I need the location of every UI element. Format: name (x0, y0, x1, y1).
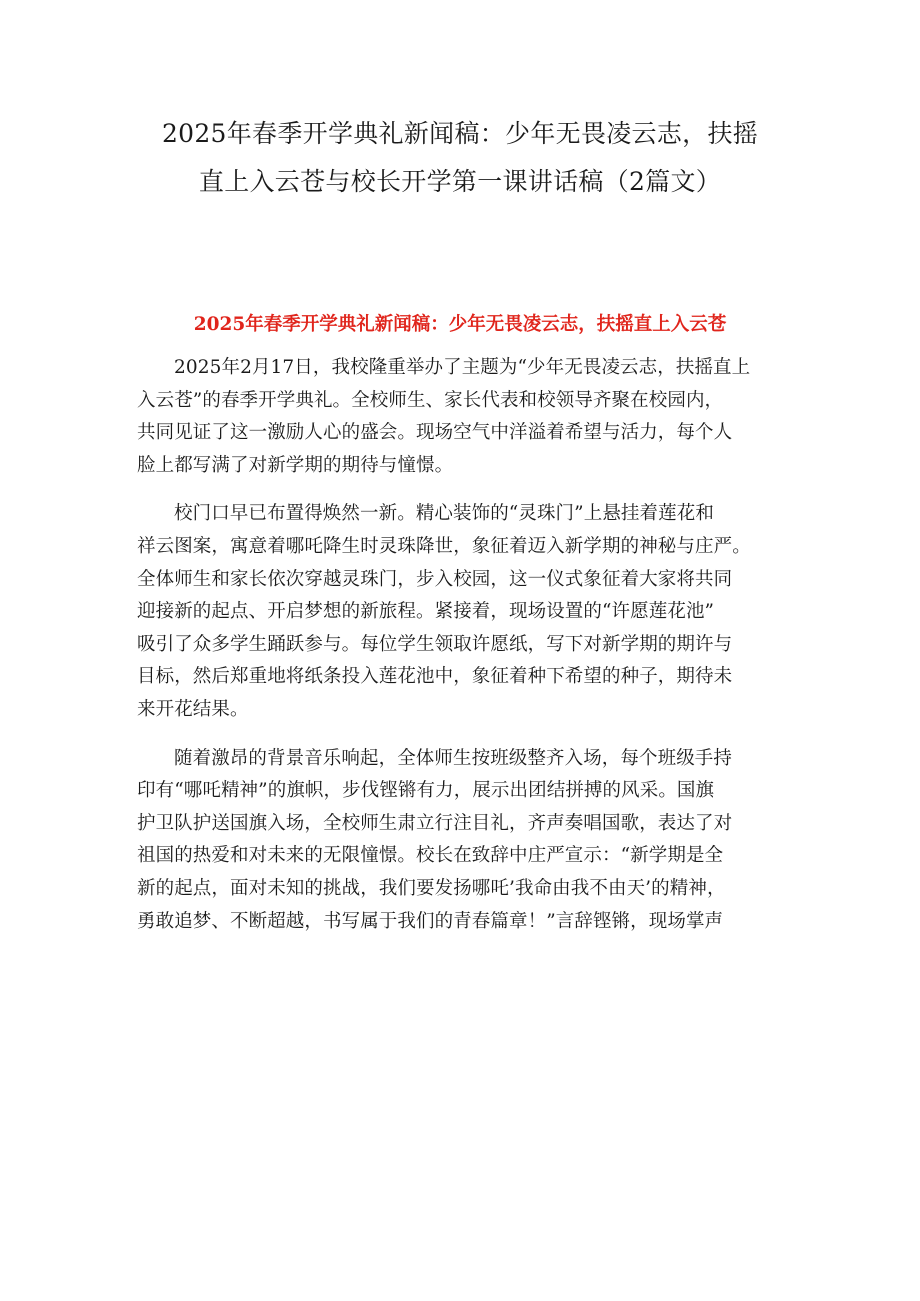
paragraph-3 (137, 743, 792, 939)
paragraph-line: 勇敢追梦、不断超越，书写属于我们的青春篇章！”言辞铿锵，现场掌声 (137, 910, 724, 932)
paragraph-line: 入云苍”的春季开学典礼。全校师生、家长代表和校领导齐聚在校园内， (137, 389, 724, 411)
section-heading: 2025年春季开学典礼新闻稿：少年无畏凌云志，扶摇直上入云苍 (193, 314, 727, 335)
paragraph-2 (137, 498, 792, 726)
paragraph-line: 2025年2月17日，我校隆重举办了主题为“少年无畏凌云志，扶摇直上 (174, 357, 751, 378)
paragraph-line: 共同见证了这一激励人心的盛会。现场空气中洋溢着希望与活力，每个人 (137, 422, 733, 444)
paragraph-line: 迎接新的起点、开启梦想的新旅程。紧接着，现场设置的“许愿莲花池” (137, 601, 715, 623)
paragraph-line: 新的起点，面对未知的挑战，我们要发扬哪吒’我命由我不由天’的精神， (137, 877, 726, 899)
paragraph-line: 护卫队护送国旗入场，全校师生肃立行注目礼，齐声奏唱国歌，表达了对 (137, 812, 733, 834)
paragraph-line: 目标，然后郑重地将纸条投入莲花池中，象征着种下希望的种子，期待未 (137, 666, 733, 688)
title-line-2: 直上入云苍与校长开学第一课讲话稿（2篇文） (198, 167, 722, 196)
paragraph-line: 随着激昂的背景音乐响起，全体师生按班级整齐入场，每个班级手持 (174, 747, 733, 769)
paragraph-line: 全体师生和家长依次穿越灵珠门，步入校园，这一仪式象征着大家将共同 (137, 568, 733, 590)
title-line-1: 2025年春季开学典礼新闻稿：少年无畏凌云志，扶摇 (161, 119, 759, 148)
paragraph-line: 印有“哪吒精神”的旗帜，步伐铿锵有力，展示出团结拼搏的风采。国旗 (137, 780, 715, 802)
article-body (137, 352, 792, 954)
paragraph-line: 祥云图案，寓意着哪吒降生时灵珠降世，象征着迈入新学期的神秘与庄严。 (137, 535, 751, 557)
document-title (130, 110, 790, 206)
paragraph-line: 校门口早已布置得焕然一新。精心装饰的“灵珠门”上悬挂着莲花和 (174, 503, 714, 525)
paragraph-line: 吸引了众多学生踊跃参与。每位学生领取许愿纸，写下对新学期的期许与 (137, 633, 733, 655)
paragraph-1 (137, 352, 792, 482)
paragraph-line: 脸上都写满了对新学期的期待与憧憬。 (137, 454, 454, 476)
paragraph-line: 祖国的热爱和对未来的无限憧憬。校长在致辞中庄严宣示：“新学期是全 (137, 845, 724, 867)
paragraph-line: 来开花结果。 (137, 698, 249, 720)
